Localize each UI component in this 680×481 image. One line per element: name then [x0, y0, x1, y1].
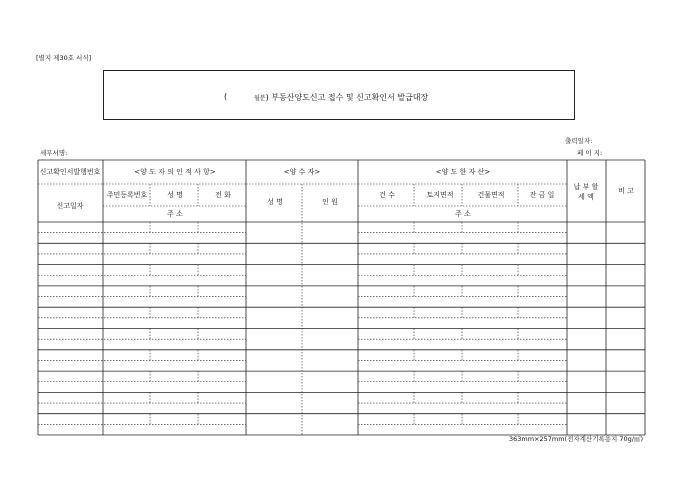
- header-cert-no: 신고확인서발행번호: [39, 168, 101, 176]
- paper-spec-footer: 363mm×257mm(전자계산기록용지 70g/㎡): [508, 435, 643, 443]
- header-land-area: 토지면적: [426, 191, 454, 199]
- header-balance-date: 잔 금 일: [529, 191, 555, 199]
- table-header-text: [40, 167, 635, 218]
- header-asset-group: <양 도 한 자 산>: [435, 168, 491, 176]
- header-tax-paid-line1: 납 부 할: [573, 183, 599, 191]
- header-transferor-address: 주 소: [167, 210, 183, 218]
- title-paren: (: [224, 92, 228, 101]
- header-transferor-group: <양 도 자 의 인 적 사 항>: [134, 168, 216, 176]
- header-asset-address: 주 소: [455, 210, 471, 218]
- header-phone: 전 화: [215, 191, 231, 199]
- header-resident-no: 주민등록번호: [106, 191, 148, 199]
- header-tax-paid-line2: 세 액: [578, 193, 594, 201]
- header-report-date: 신고일자: [56, 202, 84, 210]
- form-number: [별지 제30호 서식]: [36, 54, 92, 62]
- title-main: ) 부동산양도신고 접수 및 신고확인서 발급대장: [265, 93, 429, 102]
- title-month-label: 월분: [254, 95, 266, 102]
- header-remarks: 비 고: [618, 187, 634, 195]
- tax-office-label: 세무서명:: [40, 149, 68, 157]
- output-date-label: 출력일자:: [565, 137, 593, 145]
- page-number-label: 페 이 지:: [577, 149, 603, 157]
- header-transferor-name: 성 명: [167, 191, 183, 199]
- header-transferee-name: 성 명: [267, 198, 283, 206]
- header-case-count: 건 수: [379, 191, 395, 199]
- header-building-area: 건물면적: [477, 191, 505, 199]
- table-grid-lines: [38, 160, 645, 435]
- header-transferee-group: <양 수 자>: [283, 168, 321, 176]
- header-transferee-seal: 인 원: [322, 198, 338, 206]
